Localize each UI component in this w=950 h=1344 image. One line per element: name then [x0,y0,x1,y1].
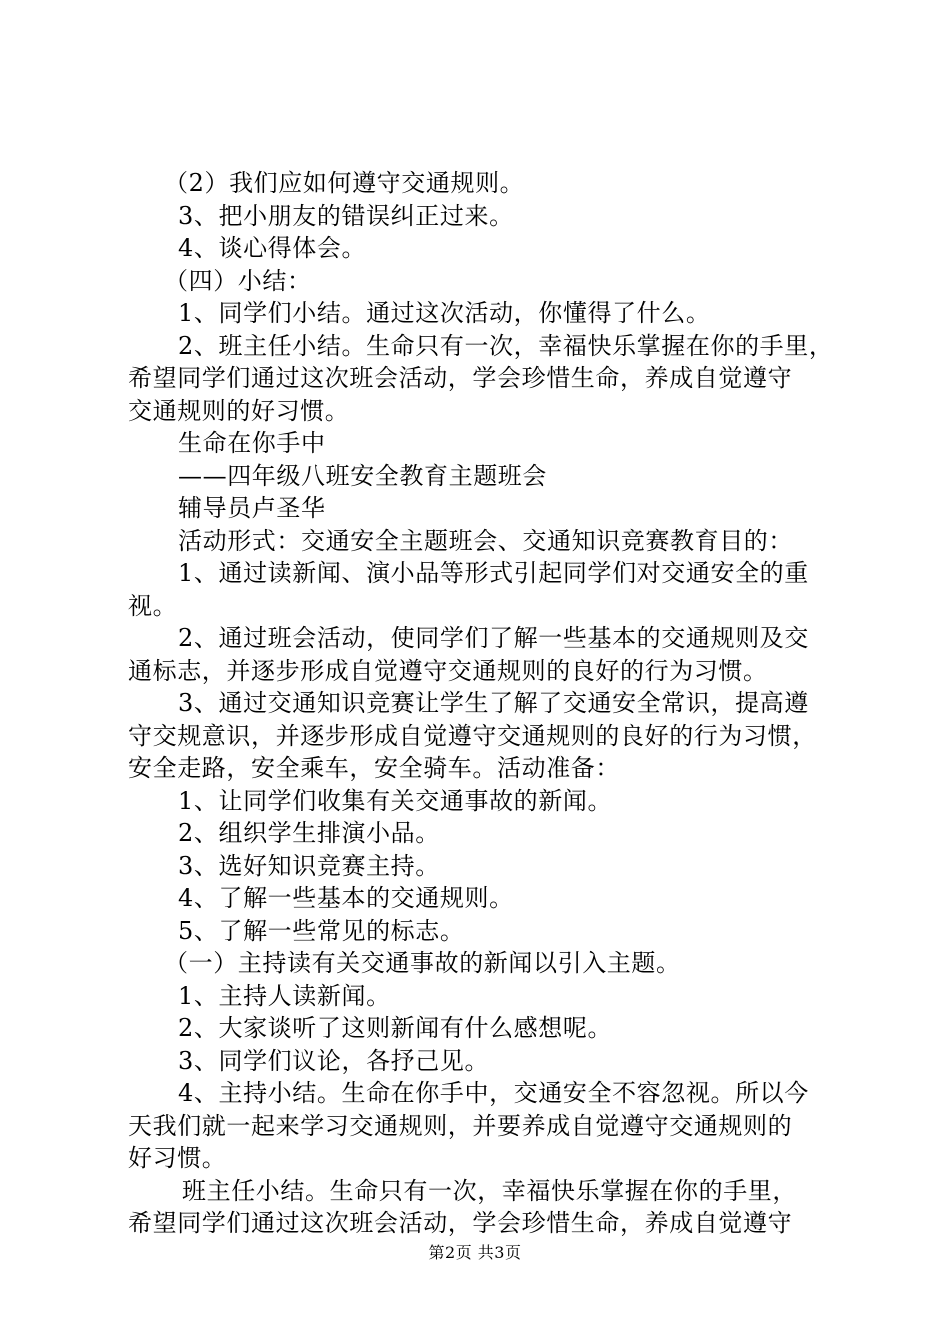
text-line: 3、选好知识竞赛主持。 [178,851,440,880]
text-line: 视。 [128,591,178,620]
section-heading: （四）小结： [164,266,312,295]
text-line: 交通规则的好习惯。 [128,396,350,425]
document-title: 生命在你手中 [178,429,326,457]
text-line: 守交规意识，并逐步形成自觉遵守交通规则的良好的行为习惯， [128,721,817,750]
text-line: 希望同学们通过这次班会活动，学会珍惜生命，养成自觉遵守 [128,364,793,392]
document-body [128,167,840,1240]
text-line: 安全走路，安全乘车，安全骑车。活动准备： [128,754,620,782]
text-line: （2）我们应如何遵守交通规则。 [164,169,525,197]
text-line: 2、班主任小结。生命只有一次，幸福快乐掌握在你的手里， [178,331,834,360]
text-line: 1、通过读新闻、演小品等形式引起同学们对交通安全的重 [178,559,809,587]
text-line: 3、把小朋友的错误纠正过来。 [178,201,514,230]
text-line: 2、通过班会活动，使同学们了解一些基本的交通规则及交 [178,624,809,652]
text-line: 3、同学们议论，各抒己见。 [178,1046,490,1075]
text-line: 1、让同学们收集有关交通事故的新闻。 [178,786,613,815]
text-line: 5、了解一些常见的标志。 [178,916,465,945]
text-line: 通标志，并逐步形成自觉遵守交通规则的良好的行为习惯。 [128,656,768,685]
text-line: 3、通过交通知识竞赛让学生了解了交通安全常识，提高遵 [178,689,809,717]
text-line: 1、主持人读新闻。 [178,981,391,1010]
section-heading: （一）主持读有关交通事故的新闻以引入主题。 [164,949,681,977]
text-line: 4、了解一些基本的交通规则。 [178,884,514,912]
text-line: 希望同学们通过这次班会活动，学会珍惜生命，养成自觉遵守 [128,1209,793,1237]
document-subtitle: ——四年级八班安全教育主题班会 [178,461,547,490]
text-line: 好习惯。 [128,1144,227,1172]
text-line: 2、组织学生排演小品。 [178,819,440,847]
text-line: 4、谈心得体会。 [178,234,367,262]
text-line: 天我们就一起来学习交通规则，并要养成自觉遵守交通规则的 [128,1111,793,1140]
text-line: 活动形式：交通安全主题班会、交通知识竞赛教育目的： [178,526,793,555]
text-line: 4、主持小结。生命在你手中，交通安全不容忽视。所以今 [178,1079,809,1107]
page-number-footer: 第2页 共3页 [428,1243,522,1262]
author-line: 辅导员卢圣华 [178,494,326,522]
text-line: 2、大家谈听了这则新闻有什么感想呢。 [178,1014,613,1042]
text-line: 1、同学们小结。通过这次活动，你懂得了什么。 [178,299,711,327]
text-line: 班主任小结。生命只有一次，幸福快乐掌握在你的手里， [182,1176,797,1205]
